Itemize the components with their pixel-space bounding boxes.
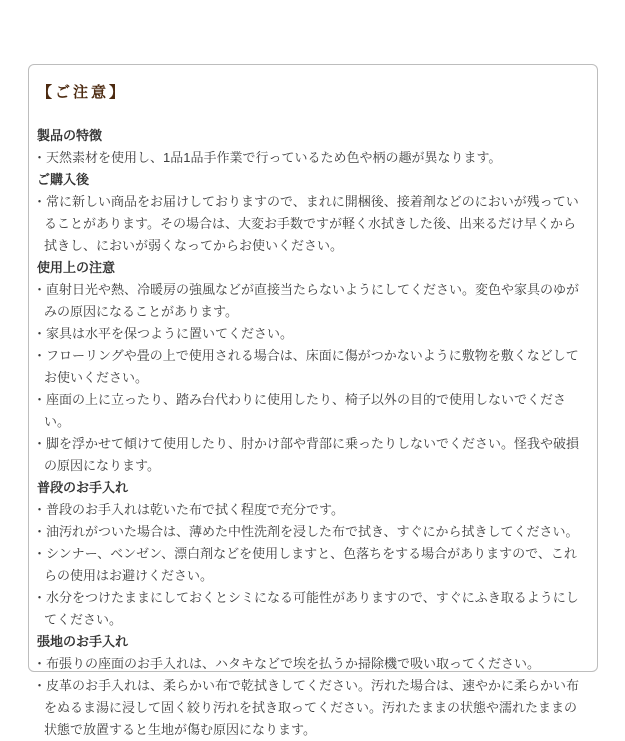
notice-section <box>33 169 587 257</box>
notice-item: ・シンナー、ベンゼン、漂白剤などを使用しますと、色落ちをする場合がありますので、これらの使用はお避けください。 <box>33 546 577 583</box>
notice-sections <box>33 125 587 741</box>
section-heading: 普段のお手入れ <box>37 480 129 495</box>
section-items <box>33 499 587 631</box>
section-heading: ご購入後 <box>37 172 90 187</box>
notice-item: ・天然素材を使用し、1品1品手作業で行っているため色や柄の趣が異なります。 <box>33 150 502 165</box>
section-items <box>33 279 587 477</box>
notice-item: ・フローリングや畳の上で使用される場合は、床面に傷がつかないように敷物を敷くなどしてお使いください。 <box>33 348 579 385</box>
notice-item: ・脚を浮かせて傾けて使用したり、肘かけ部や背部に乗ったりしないでください。怪我や破損の原因になります。 <box>33 436 580 473</box>
notice-item: ・油汚れがついた場合は、薄めた中性洗剤を浸した布で拭き、すぐにから拭きしてください。 <box>33 524 579 539</box>
notice-item: ・水分をつけたままにしておくとシミになる可能性がありますので、すぐにふき取るようにしてください。 <box>33 590 579 627</box>
notice-item: ・布張りの座面のお手入れは、ハタキなどで埃を払うか掃除機で吸い取ってください。 <box>33 656 541 671</box>
notice-item: ・直射日光や熱、冷暖房の強風などが直接当たらないようにしてください。変色や家具のゆがみの原因になることがあります。 <box>33 282 580 319</box>
section-items <box>33 147 587 169</box>
notice-section <box>33 631 587 741</box>
notice-item: ・普段のお手入れは乾いた布で拭く程度で充分です。 <box>33 502 344 517</box>
notice-section <box>33 125 587 169</box>
notice-item: ・座面の上に立ったり、踏み台代わりに使用したり、椅子以外の目的で使用しないでください。 <box>33 392 567 429</box>
section-heading: 製品の特徴 <box>37 128 103 143</box>
notice-item: ・家具は水平を保つように置いてください。 <box>33 326 294 341</box>
section-heading: 使用上の注意 <box>37 260 116 275</box>
section-heading: 張地のお手入れ <box>37 634 129 649</box>
notice-title: 【ご注意】 <box>37 84 128 101</box>
section-items <box>33 191 587 257</box>
notice-section <box>33 477 587 631</box>
section-items <box>33 653 587 741</box>
notice-item: ・皮革のお手入れは、柔らかい布で乾拭きしてください。汚れた場合は、速やかに柔らかい布をぬるま湯に浸して固く絞り汚れを拭き取ってください。汚れたままの状態や濡れたままの状態で放置すると生地が傷む原因になります。 <box>33 678 580 737</box>
notice-item: ・常に新しい商品をお届けしておりますので、まれに開梱後、接着剤などのにおいが残っていることがあります。その場合は、大変お手数ですが軽く水拭きした後、出来るだけ早くから拭きし、においが弱くなってからお使いください。 <box>33 194 579 253</box>
notice-section <box>33 257 587 477</box>
notice-panel <box>28 64 598 737</box>
